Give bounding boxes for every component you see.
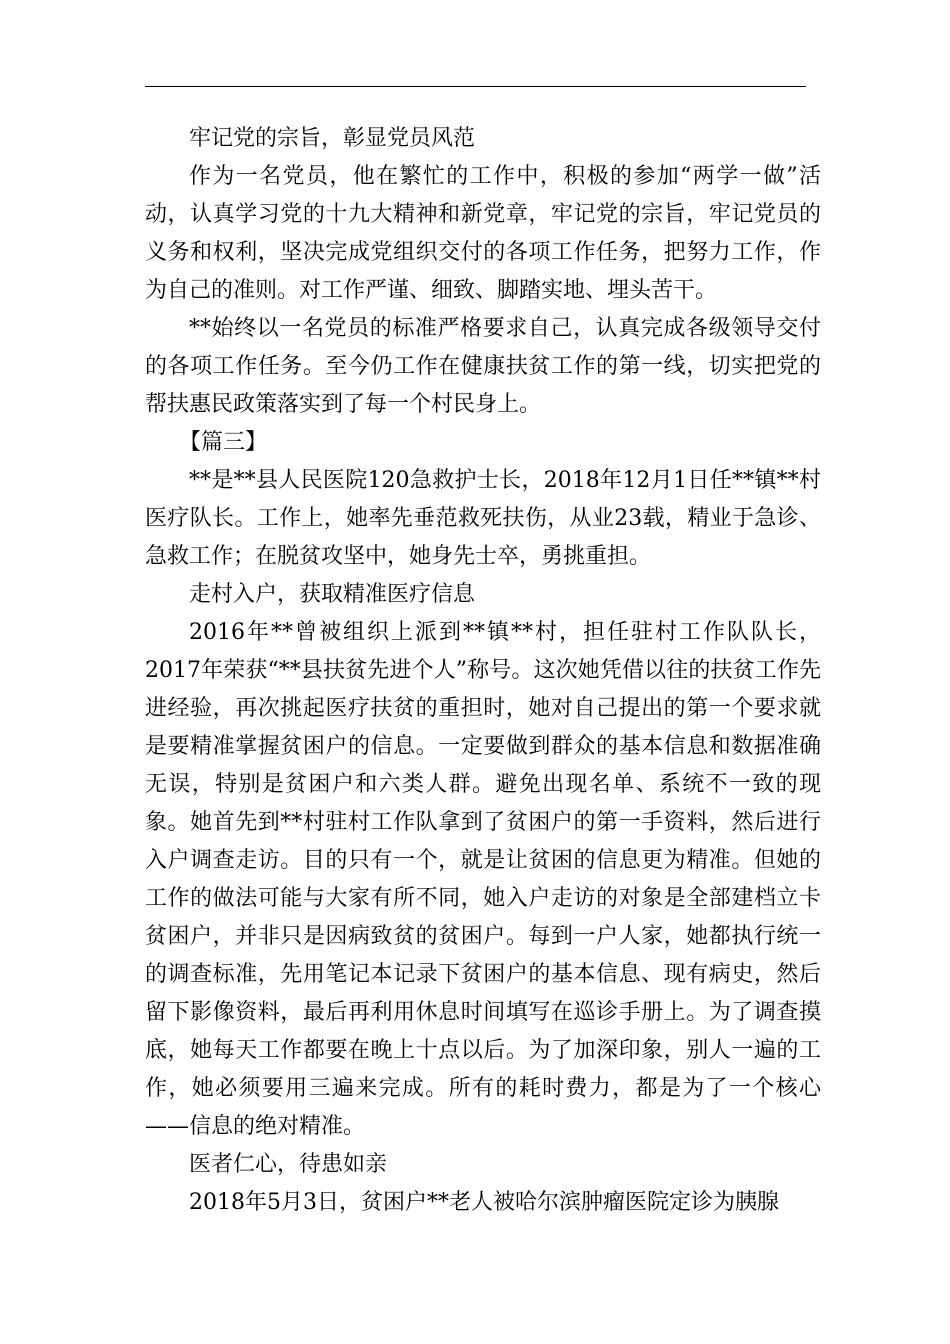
section-heading: 牢记党的宗旨，彰显党员风范	[189, 126, 476, 151]
section-heading: 医者仁心，待患如亲	[189, 1152, 388, 1177]
body-paragraph: 2018年5月3日，贫困户**老人被哈尔滨肿瘤医院定诊为胰腺	[189, 1190, 779, 1215]
body-paragraph: 作为一名党员，他在繁忙的工作中，积极的参加“两学一做”活动，认真学习党的十九大精神和新党章，牢记党的宗旨，牢记党员的义务和权利，坚决完成党组织交付的各项工作任务，把努力工作，作为自己的准则。对工作严谨、细致、脚踏实地、埋头苦干。	[145, 164, 821, 303]
document-body	[145, 120, 821, 1222]
section-heading: 走村入户，获取精准医疗信息	[189, 582, 476, 607]
body-paragraph: 2016年**曾被组织上派到**镇**村，担任驻村工作队队长，2017年荣获“**县扶贫先进个人”称号。这次她凭借以往的扶贫工作先进经验，再次挑起医疗扶贫的重担时，她对自己提出的第一个要求就是要精准掌握贫困户的信息。一定要做到群众的基本信息和数据准确无误，特别是贫困户和六类人群。避免出现名单、系统不一致的现象。她首先到**村驻村工作队拿到了贫困户的第一手资料，然后进行入户调查走访。目的只有一个，就是让贫困的信息更为精准。但她的工作的做法可能与大家有所不同，她入户走访的对象是全部建档立卡贫困户，并非只是因病致贫的贫困户。每到一户人家，她都执行统一的调查标准，先用笔记本记录下贫困户的基本信息、现有病史，然后留下影像资料，最后再利用休息时间填写在巡诊手册上。为了调查摸底，她每天工作都要在晚上十点以后。为了加深印象，别人一遍的工作，她必须要用三遍来完成。所有的耗时费力，都是为了一个核心——信息的绝对精准。	[145, 620, 821, 1139]
chapter-heading: 【篇三】	[179, 430, 268, 455]
header-rule	[145, 86, 806, 87]
body-paragraph: **是**县人民医院120急救护士长，2018年12月1日任**镇**村医疗队长。工作上，她率先垂范救死扶伤，从业23载，精业于急诊、急救工作；在脱贫攻坚中，她身先士卒，勇挑重担。	[145, 468, 821, 569]
body-paragraph: **始终以一名党员的标准严格要求自己，认真完成各级领导交付的各项工作任务。至今仍工作在健康扶贫工作的第一线，切实把党的帮扶惠民政策落实到了每一个村民身上。	[145, 316, 821, 417]
